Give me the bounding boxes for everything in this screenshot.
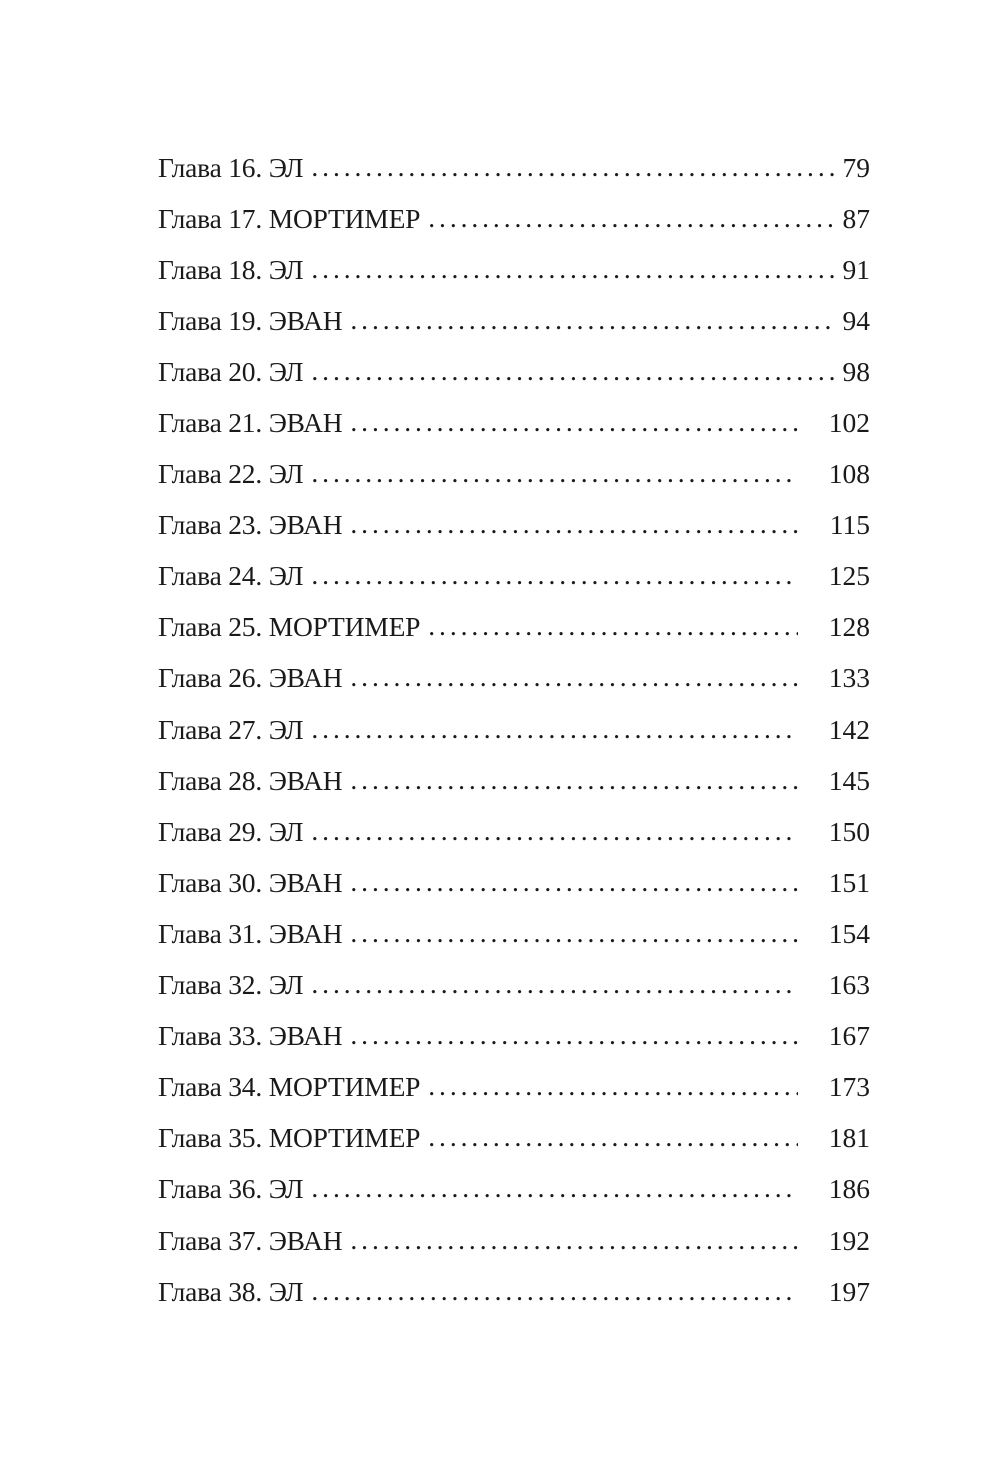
toc-entry bbox=[158, 1266, 870, 1317]
chapter-title: Глава 27. ЭЛ bbox=[158, 713, 304, 745]
chapter-title: Глава 30. ЭВАН bbox=[158, 866, 343, 898]
chapter-title: Глава 16. ЭЛ bbox=[158, 151, 304, 183]
chapter-title: Глава 32. ЭЛ bbox=[158, 969, 304, 1001]
dot-leader bbox=[311, 355, 836, 387]
page-number: 87 bbox=[842, 202, 870, 234]
page-number: 151 bbox=[828, 866, 870, 898]
page-number: 125 bbox=[828, 560, 870, 592]
dot-leader bbox=[350, 508, 798, 540]
dot-leader bbox=[350, 917, 798, 949]
chapter-title: Глава 33. ЭВАН bbox=[158, 1020, 343, 1052]
dot-leader bbox=[350, 661, 798, 693]
dot-leader bbox=[350, 304, 836, 336]
dot-leader bbox=[311, 815, 798, 847]
dot-leader bbox=[311, 457, 798, 489]
page-number: 108 bbox=[828, 458, 870, 490]
chapter-title: Глава 25. МОРТИМЕР bbox=[158, 611, 421, 643]
toc-entry bbox=[158, 346, 870, 397]
chapter-title: Глава 22. ЭЛ bbox=[158, 458, 304, 490]
page-number: 91 bbox=[842, 253, 870, 285]
toc-entry bbox=[158, 857, 870, 908]
toc-entry bbox=[158, 1215, 870, 1266]
page-number: 79 bbox=[842, 151, 870, 183]
toc-entry bbox=[158, 244, 870, 295]
toc-entry bbox=[158, 806, 870, 857]
page-number: 98 bbox=[842, 355, 870, 387]
dot-leader bbox=[350, 764, 798, 796]
dot-leader bbox=[311, 559, 798, 591]
toc-entry bbox=[158, 449, 870, 500]
dot-leader bbox=[350, 406, 798, 438]
chapter-title: Глава 35. МОРТИМЕР bbox=[158, 1122, 421, 1154]
chapter-title: Глава 31. ЭВАН bbox=[158, 917, 343, 949]
toc-entry bbox=[158, 500, 870, 551]
page-number: 154 bbox=[828, 917, 870, 949]
toc-entry bbox=[158, 1062, 870, 1113]
toc-entry bbox=[158, 142, 870, 193]
toc-entry bbox=[158, 1011, 870, 1062]
chapter-title: Глава 28. ЭВАН bbox=[158, 764, 343, 796]
dot-leader bbox=[350, 1224, 798, 1256]
toc-entry bbox=[158, 755, 870, 806]
chapter-title: Глава 29. ЭЛ bbox=[158, 815, 304, 847]
chapter-title: Глава 17. МОРТИМЕР bbox=[158, 202, 421, 234]
chapter-title: Глава 21. ЭВАН bbox=[158, 407, 343, 439]
dot-leader bbox=[428, 1121, 798, 1153]
dot-leader bbox=[311, 1172, 798, 1204]
dot-leader bbox=[311, 253, 836, 285]
chapter-title: Глава 37. ЭВАН bbox=[158, 1224, 343, 1256]
page-number: 186 bbox=[828, 1173, 870, 1205]
chapter-title: Глава 24. ЭЛ bbox=[158, 560, 304, 592]
dot-leader bbox=[311, 713, 798, 745]
dot-leader bbox=[428, 1070, 798, 1102]
page-number: 197 bbox=[828, 1275, 870, 1307]
page-number: 102 bbox=[828, 407, 870, 439]
dot-leader bbox=[311, 151, 836, 183]
page-number: 173 bbox=[828, 1071, 870, 1103]
dot-leader bbox=[311, 968, 798, 1000]
chapter-title: Глава 36. ЭЛ bbox=[158, 1173, 304, 1205]
toc-entry bbox=[158, 908, 870, 959]
page-number: 192 bbox=[828, 1224, 870, 1256]
toc-entry bbox=[158, 551, 870, 602]
dot-leader bbox=[311, 1275, 798, 1307]
chapter-title: Глава 20. ЭЛ bbox=[158, 355, 304, 387]
page-number: 167 bbox=[828, 1020, 870, 1052]
toc-entry bbox=[158, 704, 870, 755]
page-number: 142 bbox=[828, 713, 870, 745]
page-number: 163 bbox=[828, 969, 870, 1001]
chapter-title: Глава 26. ЭВАН bbox=[158, 662, 343, 694]
chapter-title: Глава 23. ЭВАН bbox=[158, 509, 343, 541]
page-number: 94 bbox=[842, 304, 870, 336]
page-number: 128 bbox=[828, 611, 870, 643]
table-of-contents bbox=[158, 142, 870, 1317]
chapter-title: Глава 19. ЭВАН bbox=[158, 304, 343, 336]
page-number: 133 bbox=[828, 662, 870, 694]
toc-entry bbox=[158, 397, 870, 448]
dot-leader bbox=[428, 202, 836, 234]
page-number: 145 bbox=[828, 764, 870, 796]
dot-leader bbox=[350, 1019, 798, 1051]
page-number: 115 bbox=[829, 509, 870, 541]
page-number: 181 bbox=[828, 1122, 870, 1154]
toc-entry bbox=[158, 653, 870, 704]
dot-leader bbox=[428, 610, 798, 642]
chapter-title: Глава 18. ЭЛ bbox=[158, 253, 304, 285]
toc-entry bbox=[158, 193, 870, 244]
chapter-title: Глава 34. МОРТИМЕР bbox=[158, 1071, 421, 1103]
toc-entry bbox=[158, 295, 870, 346]
dot-leader bbox=[350, 866, 798, 898]
toc-entry bbox=[158, 1164, 870, 1215]
toc-entry bbox=[158, 1113, 870, 1164]
toc-entry bbox=[158, 960, 870, 1011]
toc-entry bbox=[158, 602, 870, 653]
page-number: 150 bbox=[828, 815, 870, 847]
chapter-title: Глава 38. ЭЛ bbox=[158, 1275, 304, 1307]
